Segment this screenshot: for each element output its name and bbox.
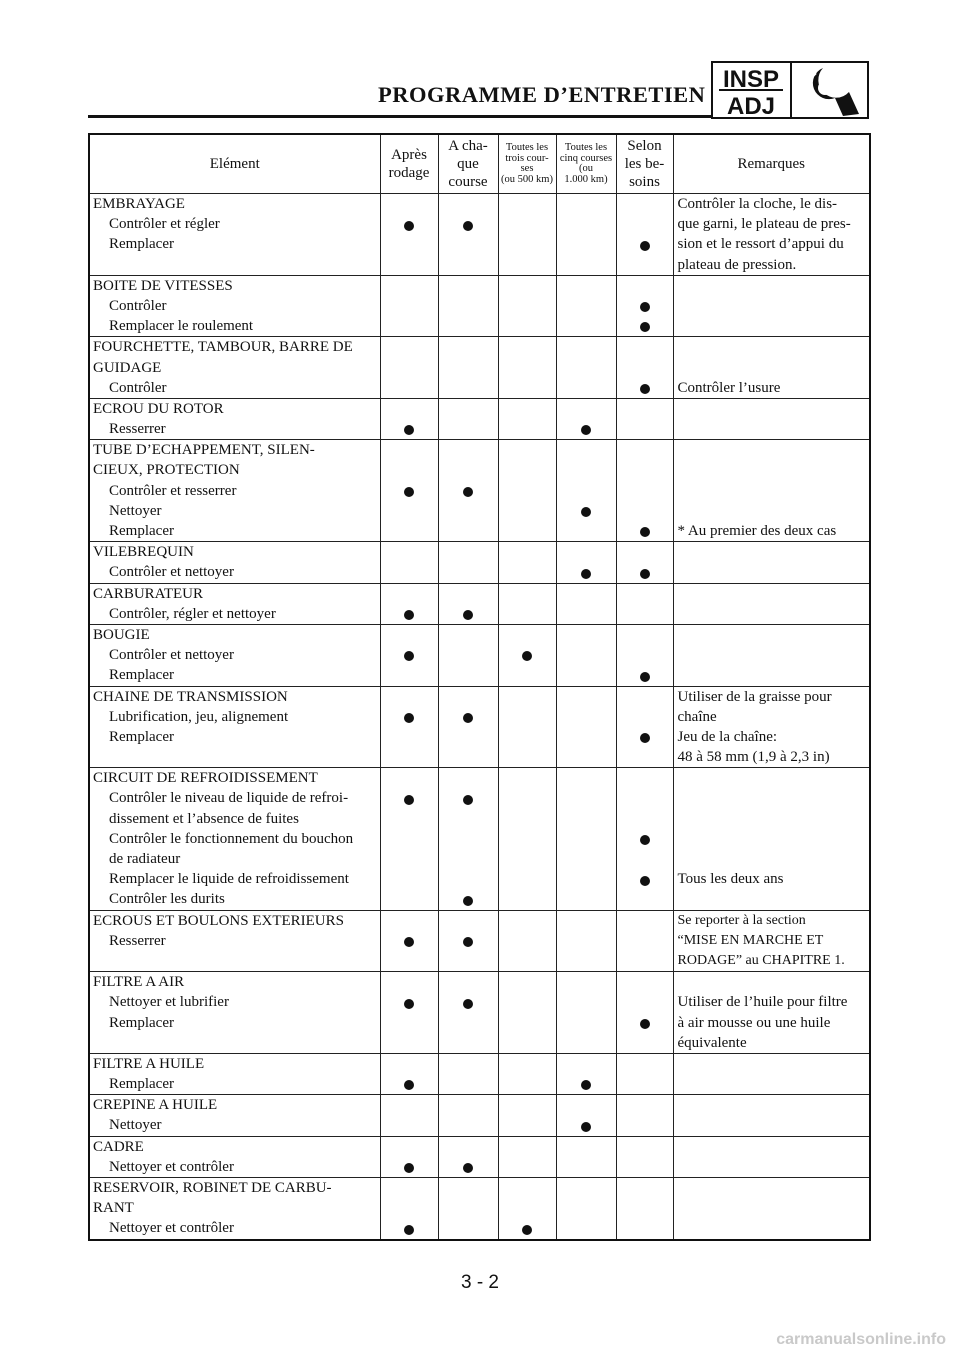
task-label: Nettoyer et contrôler (109, 1220, 234, 1237)
table-row (89, 337, 870, 399)
interval-cell (438, 398, 498, 439)
task-label: Remplacer le liquide de refroidissement (109, 871, 349, 888)
interval-cell (616, 1178, 673, 1240)
remark-line: chaîne (677, 708, 717, 725)
interval-cell (438, 275, 498, 337)
table-row (89, 1095, 870, 1136)
task-label (90, 951, 380, 971)
interval-cell (380, 624, 438, 686)
task-label: Remplacer (109, 728, 174, 745)
remarks-cell (673, 194, 870, 276)
remarks-cell (673, 624, 870, 686)
element-cell (89, 686, 380, 768)
table-row (89, 542, 870, 583)
interval-cell (438, 1095, 498, 1136)
table-row (89, 275, 870, 337)
column-header-line: (ou 500 km) (501, 173, 553, 185)
interval-cell (498, 542, 556, 583)
column-header (673, 134, 870, 194)
column-header-line: (ou (579, 163, 593, 174)
interval-cell (556, 910, 616, 972)
column-header (556, 134, 616, 194)
component-name: TUBE D’ECHAPPEMENT, SILEN- (93, 442, 315, 459)
element-cell (89, 972, 380, 1054)
component-name: RANT (93, 1200, 134, 1217)
task-label: Resserrer (109, 421, 166, 438)
interval-cell (438, 972, 498, 1054)
column-header-line: Toutes les (505, 142, 549, 153)
task-label: Contrôler le niveau de liquide de refroi- (109, 790, 349, 807)
check-dot-icon (463, 937, 473, 947)
component-name: ECROUS ET BOULONS EXTERIEURS (93, 912, 344, 929)
check-dot-icon (640, 876, 650, 886)
check-dot-icon (463, 610, 473, 620)
task-label: Contrôler les durits (109, 891, 225, 908)
check-dot-icon (404, 1225, 414, 1235)
element-cell (89, 1053, 380, 1094)
column-header-line: Toutes les (564, 142, 608, 153)
column-header-line: A cha- (448, 138, 488, 154)
check-dot-icon (640, 1019, 650, 1029)
interval-cell (616, 686, 673, 768)
remarks-cell (673, 768, 870, 910)
column-header-line: ses (520, 163, 534, 174)
interval-cell (556, 542, 616, 583)
interval-cell (556, 337, 616, 399)
column-header-line: 1.000 km) (564, 173, 608, 185)
column-header (89, 134, 380, 194)
maintenance-table (88, 133, 871, 1241)
remark-line: Se reporter à la section (677, 912, 806, 928)
remarks-cell (673, 337, 870, 399)
column-header-line: Selon (627, 138, 662, 154)
check-dot-icon (581, 1080, 591, 1090)
check-dot-icon (581, 507, 591, 517)
interval-cell (498, 910, 556, 972)
interval-cell (616, 275, 673, 337)
interval-cell (616, 440, 673, 542)
column-header (438, 134, 498, 194)
interval-cell (380, 972, 438, 1054)
check-dot-icon (404, 1163, 414, 1173)
component-name: EMBRAYAGE (93, 196, 185, 212)
interval-cell (380, 542, 438, 583)
task-label: Contrôler, régler et nettoyer (109, 605, 276, 622)
remarks-cell (673, 910, 870, 972)
interval-cell (438, 1053, 498, 1094)
column-header-line: soins (629, 174, 660, 190)
component-name: CADRE (93, 1138, 144, 1155)
remark-line: équivalente (677, 1034, 747, 1051)
remarks-cell (673, 686, 870, 768)
component-name: CARBURATEUR (93, 585, 204, 602)
check-dot-icon (640, 835, 650, 845)
column-header-line: Elément (209, 156, 260, 172)
check-dot-icon (640, 672, 650, 682)
interval-cell (616, 972, 673, 1054)
component-name: BOUGIE (93, 626, 150, 643)
component-name: GUIDAGE (93, 359, 162, 376)
task-label: Contrôler et resserrer (109, 482, 237, 499)
table-row (89, 1178, 870, 1240)
interval-cell (438, 686, 498, 768)
element-cell (89, 275, 380, 337)
interval-cell (438, 1136, 498, 1177)
interval-cell (380, 1136, 438, 1177)
element-cell (89, 194, 380, 276)
remark-line: RODAGE” au CHAPITRE 1. (677, 952, 845, 968)
column-header-line: Après (391, 147, 427, 163)
check-dot-icon (404, 487, 414, 497)
interval-cell (438, 768, 498, 910)
table-row (89, 686, 870, 768)
check-dot-icon (581, 425, 591, 435)
interval-cell (498, 1178, 556, 1240)
component-name: CIRCUIT DE REFROIDISSEMENT (93, 770, 318, 787)
remarks-cell (673, 1178, 870, 1240)
interval-cell (498, 398, 556, 439)
component-name: BOITE DE VITESSES (93, 277, 233, 294)
interval-cell (556, 768, 616, 910)
task-label: Contrôler (109, 297, 167, 314)
interval-cell (380, 1178, 438, 1240)
column-header-line: cinq courses (559, 152, 613, 164)
component-name: RESERVOIR, ROBINET DE CARBU- (93, 1180, 332, 1196)
column-header (380, 134, 438, 194)
check-dot-icon (581, 569, 591, 579)
page-number: 3 - 2 (460, 1272, 500, 1293)
interval-cell (556, 398, 616, 439)
check-dot-icon (404, 937, 414, 947)
remarks-cell (673, 542, 870, 583)
task-label (90, 255, 380, 275)
component-name: FILTRE A AIR (93, 974, 185, 991)
task-label: Contrôler (109, 379, 167, 396)
interval-cell (556, 1095, 616, 1136)
check-dot-icon (404, 425, 414, 435)
badge-adj-text: ADJ (726, 93, 776, 119)
remark-line: Contrôler la cloche, le dis- (677, 196, 838, 212)
check-dot-icon (640, 569, 650, 579)
remark-line: 48 à 58 mm (1,9 à 2,3 in) (677, 749, 830, 766)
interval-cell (556, 1178, 616, 1240)
interval-cell (438, 542, 498, 583)
interval-cell (556, 194, 616, 276)
interval-cell (380, 1053, 438, 1094)
remarks-cell (673, 275, 870, 337)
element-cell (89, 440, 380, 542)
column-header-line: course (448, 174, 488, 190)
check-dot-icon (404, 1080, 414, 1090)
interval-cell (498, 686, 556, 768)
check-dot-icon (404, 795, 414, 805)
table-row (89, 1136, 870, 1177)
task-label: Remplacer le roulement (109, 318, 254, 335)
component-name: ECROU DU ROTOR (93, 400, 224, 417)
element-cell (89, 1178, 380, 1240)
task-label: Nettoyer (109, 1117, 162, 1134)
interval-cell (616, 583, 673, 624)
remarks-cell (673, 398, 870, 439)
remark-line: que garni, le plateau de pres- (677, 216, 851, 233)
column-header-line: les be- (624, 156, 665, 172)
watermark: carmanualsonline.info (776, 1331, 946, 1348)
table-row (89, 768, 870, 910)
table-row (89, 440, 870, 542)
table-row (89, 194, 870, 276)
remark-line: Jeu de la chaîne: (677, 728, 778, 745)
check-dot-icon (640, 322, 650, 332)
table-row (89, 583, 870, 624)
task-label: Remplacer (109, 236, 174, 253)
element-cell (89, 337, 380, 399)
page-title: PROGRAMME D’ENTRETIEN (378, 82, 706, 107)
component-name: CHAINE DE TRANSMISSION (93, 688, 288, 705)
task-label: Remplacer (109, 1076, 174, 1093)
check-dot-icon (463, 795, 473, 805)
table-row (89, 1053, 870, 1094)
table-header-row (89, 134, 870, 194)
interval-cell (498, 624, 556, 686)
element-cell (89, 398, 380, 439)
check-dot-icon (404, 999, 414, 1009)
check-dot-icon (640, 241, 650, 251)
check-dot-icon (463, 221, 473, 231)
check-dot-icon (404, 221, 414, 231)
task-label (90, 1033, 380, 1053)
check-dot-icon (404, 610, 414, 620)
interval-cell (380, 768, 438, 910)
remark-line: Tous les deux ans (677, 871, 784, 888)
remark-line: plateau de pression. (677, 256, 797, 273)
interval-cell (438, 1178, 498, 1240)
interval-cell (380, 1095, 438, 1136)
check-dot-icon (463, 713, 473, 723)
interval-cell (498, 1095, 556, 1136)
task-label: Nettoyer et contrôler (109, 1158, 234, 1175)
task-label: Nettoyer et lubrifier (109, 994, 229, 1011)
interval-cell (556, 686, 616, 768)
check-dot-icon (404, 651, 414, 661)
check-dot-icon (463, 1163, 473, 1173)
interval-cell (438, 440, 498, 542)
element-cell (89, 542, 380, 583)
interval-cell (616, 1053, 673, 1094)
task-label: Nettoyer (109, 502, 162, 519)
interval-cell (556, 275, 616, 337)
remarks-cell (673, 1095, 870, 1136)
remark-line: Contrôler l’usure (677, 379, 781, 396)
interval-cell (556, 583, 616, 624)
task-label: Remplacer (109, 1014, 174, 1031)
column-header-line: Remarques (737, 156, 805, 172)
interval-cell (556, 1136, 616, 1177)
column-header (498, 134, 556, 194)
table-row (89, 972, 870, 1054)
check-dot-icon (640, 527, 650, 537)
task-label (90, 747, 380, 767)
interval-cell (498, 337, 556, 399)
remark-line: * Au premier des deux cas (677, 523, 837, 539)
check-dot-icon (522, 651, 532, 661)
interval-cell (498, 1053, 556, 1094)
table-row (89, 398, 870, 439)
interval-cell (438, 194, 498, 276)
task-label: dissement et l’absence de fuites (109, 810, 299, 827)
component-name: CREPINE A HUILE (93, 1097, 218, 1114)
interval-cell (616, 1095, 673, 1136)
element-cell (89, 768, 380, 910)
interval-cell (498, 1136, 556, 1177)
badge-insp-text: INSP (722, 66, 780, 93)
interval-cell (616, 194, 673, 276)
check-dot-icon (581, 1122, 591, 1132)
column-header (616, 134, 673, 194)
check-dot-icon (404, 713, 414, 723)
interval-cell (438, 583, 498, 624)
check-dot-icon (463, 487, 473, 497)
remarks-cell (673, 1136, 870, 1177)
interval-cell (438, 910, 498, 972)
interval-cell (616, 910, 673, 972)
element-cell (89, 1095, 380, 1136)
component-name: VILEBREQUIN (93, 544, 194, 561)
column-header-line: rodage (388, 165, 430, 181)
component-name: FOURCHETTE, TAMBOUR, BARRE DE (93, 339, 353, 356)
task-label: Contrôler et régler (109, 216, 220, 233)
task-label: de radiateur (109, 851, 181, 867)
column-header-line: que (457, 156, 479, 172)
remark-line: sion et le ressort d’appui du (677, 236, 844, 253)
interval-cell (498, 583, 556, 624)
interval-cell (556, 440, 616, 542)
task-label: Contrôler et nettoyer (109, 647, 234, 664)
interval-cell (380, 194, 438, 276)
interval-cell (556, 624, 616, 686)
interval-cell (380, 910, 438, 972)
task-label: Lubrification, jeu, alignement (109, 708, 289, 725)
insp-adj-badge (711, 61, 869, 119)
remark-line: “MISE EN MARCHE ET (677, 932, 824, 948)
check-dot-icon (463, 896, 473, 906)
remarks-cell (673, 440, 870, 542)
interval-cell (616, 768, 673, 910)
interval-cell (498, 440, 556, 542)
component-name: FILTRE A HUILE (93, 1055, 205, 1072)
interval-cell (380, 275, 438, 337)
task-label: Remplacer (109, 523, 174, 539)
check-dot-icon (522, 1225, 532, 1235)
interval-cell (616, 398, 673, 439)
interval-cell (556, 972, 616, 1054)
interval-cell (438, 337, 498, 399)
component-name: CIEUX, PROTECTION (93, 462, 240, 479)
table-row (89, 624, 870, 686)
check-dot-icon (640, 302, 650, 312)
interval-cell (616, 542, 673, 583)
interval-cell (380, 686, 438, 768)
element-cell (89, 910, 380, 972)
interval-cell (498, 972, 556, 1054)
task-label: Contrôler le fonctionnement du bouchon (109, 830, 354, 847)
remark-line: Utiliser de l’huile pour filtre (677, 994, 848, 1011)
remarks-cell (673, 583, 870, 624)
task-label: Resserrer (109, 932, 166, 949)
check-dot-icon (640, 384, 650, 394)
interval-cell (616, 1136, 673, 1177)
interval-cell (380, 337, 438, 399)
remark-line: Utiliser de la graisse pour (677, 688, 832, 705)
remark-line: à air mousse ou une huile (677, 1014, 831, 1031)
task-label: Contrôler et nettoyer (109, 564, 234, 581)
interval-cell (380, 583, 438, 624)
remarks-cell (673, 972, 870, 1054)
interval-cell (380, 440, 438, 542)
table-row (89, 910, 870, 972)
interval-cell (616, 624, 673, 686)
column-header-line: trois cour- (505, 152, 549, 164)
task-label: Remplacer (109, 667, 174, 684)
interval-cell (438, 624, 498, 686)
element-cell (89, 583, 380, 624)
interval-cell (498, 768, 556, 910)
interval-cell (616, 337, 673, 399)
element-cell (89, 624, 380, 686)
interval-cell (556, 1053, 616, 1094)
interval-cell (498, 194, 556, 276)
interval-cell (380, 398, 438, 439)
interval-cell (498, 275, 556, 337)
check-dot-icon (463, 999, 473, 1009)
check-dot-icon (640, 733, 650, 743)
remarks-cell (673, 1053, 870, 1094)
element-cell (89, 1136, 380, 1177)
